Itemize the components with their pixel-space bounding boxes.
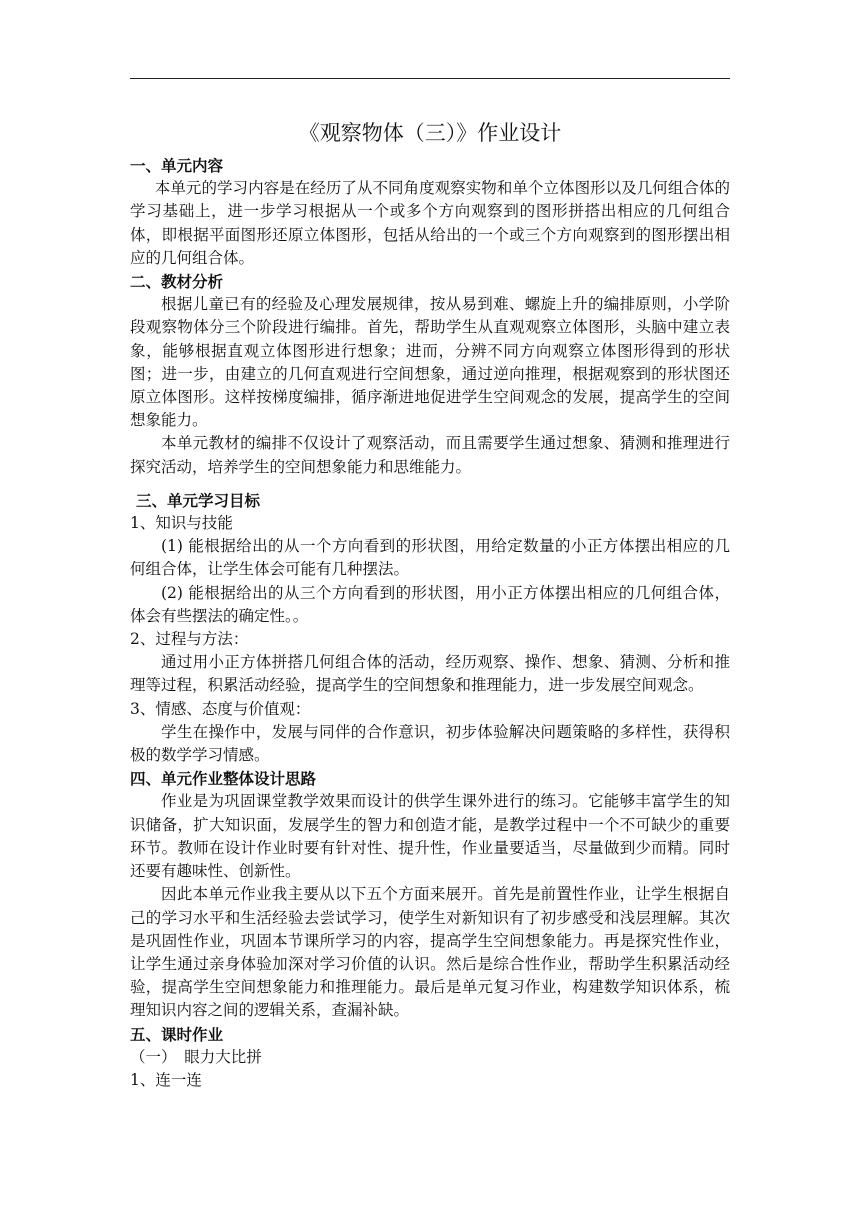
paragraph: (2) 能根据给出的从三个方向看到的形状图，用小正方体摆出相应的几何组合体，体会有些摆法的确定性。。 bbox=[130, 583, 730, 625]
sub-heading-knowledge: 1、知识与技能 bbox=[130, 514, 233, 533]
paragraph: 本单元的学习内容是在经历了从不同角度观察实物和单个立体图形以及几何组合体的学习基础上，进一步学习根据从一个或多个方向观察到的图形拼搭出相应的几何组合体，即根据平面图形还原立体图形，包括从给出的一个或三个方向观察到的图形摆出相应的几何组合体。 bbox=[130, 179, 730, 267]
section-heading-unit-content: 一、单元内容 bbox=[130, 156, 224, 175]
exercise-label: 1、连一连 bbox=[130, 1070, 202, 1089]
sub-heading-process: 2、过程与方法： bbox=[130, 630, 249, 649]
paragraph: 学生在操作中，发展与同伴的合作意识，初步体验解决问题策略的多样性，获得积极的数学学习情感。 bbox=[130, 722, 730, 765]
paragraph: (1) 能根据给出的从一个方向看到的形状图，用给定数量的小正方体摆出相应的几何组合体，让学生体会可能有几种摆法。 bbox=[130, 537, 730, 579]
header-rule bbox=[130, 78, 730, 79]
section-heading-design-ideas: 四、单元作业整体设计思路 bbox=[130, 769, 317, 789]
paragraph: 通过用小正方体拼搭几何组合体的活动，经历观察、操作、想象、猜测、分析和推理等过程，积累活动经验，提高学生的空间想象和推理能力，进一步发展空间观念。 bbox=[130, 653, 730, 695]
sub-heading-eyesight-contest: （一） 眼力大比拼 bbox=[130, 1047, 262, 1066]
paragraph: 本单元教材的编排不仅设计了观察活动，而且需要学生通过想象、猜测和推理进行探究活动，培养学生的空间想象能力和思维能力。 bbox=[130, 434, 730, 476]
spacer bbox=[130, 479, 730, 489]
sub-heading-attitude: 3、情感、态度与价值观： bbox=[130, 699, 311, 718]
document-body bbox=[130, 118, 730, 1092]
paragraph: 因此本单元作业我主要从以下五个方面来展开。首先是前置性作业，让学生根据自己的学习水平和生活经验去尝试学习，使学生对新知识有了初步感受和浅层理解。其次是巩固性作业，巩固本节课所学习的内容，提高学生空间想象能力。再是探究性作业，让学生通过亲身体验加深对学习价值的认识。然后是综合性作业，帮助学生积累活动经验，提高学生空间想象能力和推理能力。最后是单元复习作业，构建数学知识体系，梳理知识内容之间的逻辑关系，查漏补缺。 bbox=[130, 885, 730, 1020]
section-heading-learning-goals: 三、单元学习目标 bbox=[136, 490, 261, 510]
paragraph: 作业是为巩固课堂教学效果而设计的供学生课外进行的练习。它能够丰富学生的知识储备，扩大知识面，发展学生的智力和创造才能，是教学过程中一个不可缺少的重要环节。教师在设计作业时要有针对性、提升性，作业量要适当，尽量做到少而精。同时还要有趣味性、创新性。 bbox=[130, 792, 730, 881]
section-heading-textbook-analysis: 二、教材分析 bbox=[130, 272, 224, 292]
document-title: 《观察物体（三）》作业设计 bbox=[298, 121, 562, 145]
section-heading-lesson-homework: 五、课时作业 bbox=[130, 1024, 224, 1044]
paragraph: 根据儿童已有的经验及心理发展规律，按从易到难、螺旋上升的编排原则，小学阶段观察物体分三个阶段进行编排。首先，帮助学生从直观观察立体图形，头脑中建立表象，能够根据直观立体图形进行想象；进而，分辨不同方向观察立体图形得到的形状图；进一步，由建立的几何直观进行空间想象，通过逆向推理，根据观察到的形状图还原立体图形。这样按梯度编排，循序渐进地促进学生空间观念的发展，提高学生的空间想象能力。 bbox=[130, 295, 730, 430]
